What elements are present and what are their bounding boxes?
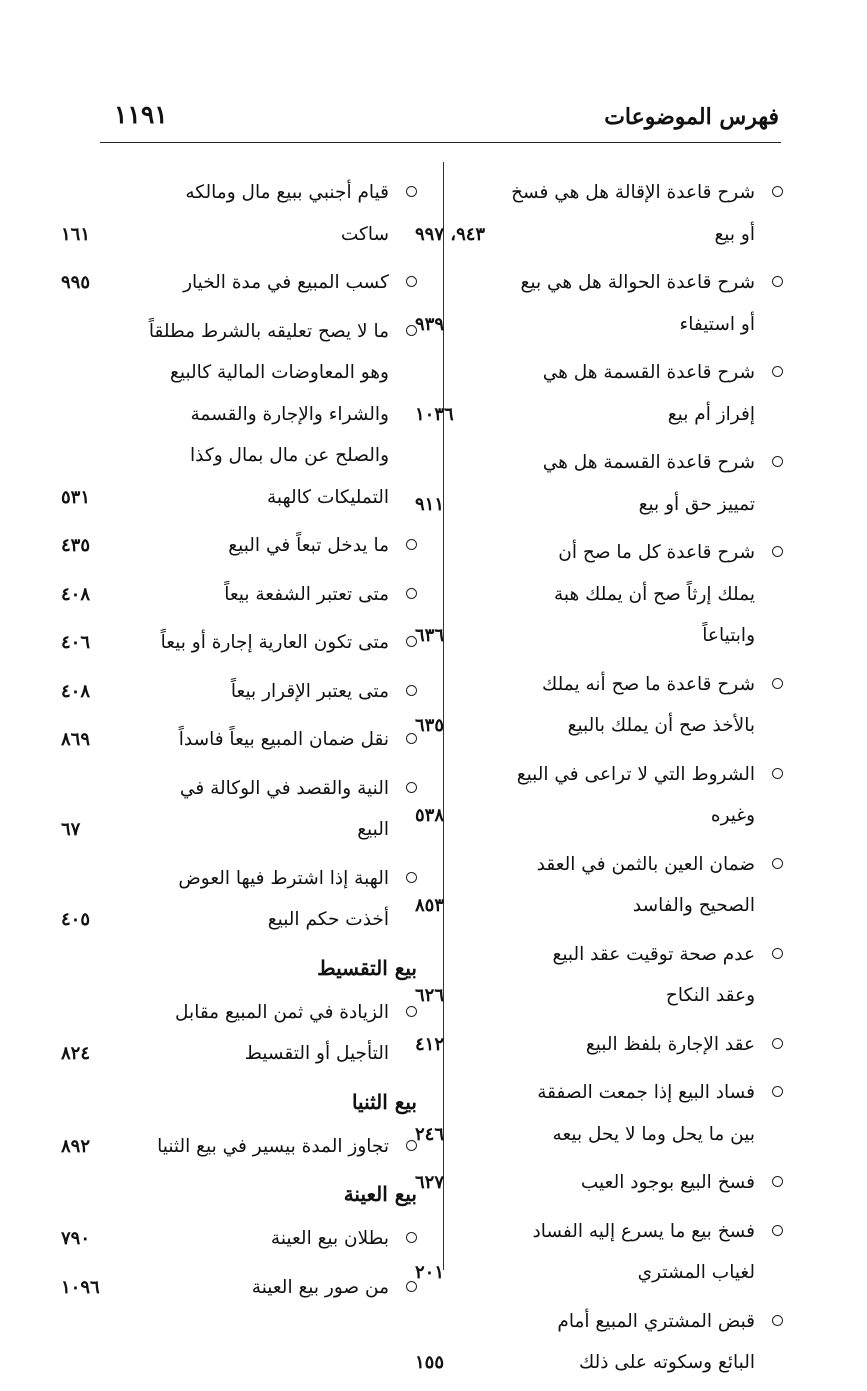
entry-line: لغياب المشتري xyxy=(637,1262,755,1283)
index-entry xyxy=(61,768,417,851)
header-divider xyxy=(100,142,781,143)
page-reference: ٨٢٤ xyxy=(61,1043,91,1064)
circle-bullet-icon xyxy=(406,782,417,793)
circle-bullet-icon xyxy=(406,325,417,336)
index-entry xyxy=(61,172,417,255)
index-entry xyxy=(61,671,417,713)
entry-text xyxy=(433,532,783,657)
entry-line: عدم صحة توقيت عقد البيع xyxy=(552,943,755,965)
index-entry xyxy=(61,1267,417,1309)
section-heading-thunya: بيع الثنيا xyxy=(351,1089,417,1114)
circle-bullet-icon xyxy=(406,685,417,696)
entry-text xyxy=(433,352,783,435)
page-reference: ٦٣٥ xyxy=(415,715,445,736)
circle-bullet-icon xyxy=(772,1315,783,1326)
circle-bullet-icon xyxy=(772,456,783,467)
circle-bullet-icon xyxy=(406,1006,417,1017)
entry-line: والشراء والإجارة والقسمة xyxy=(190,403,389,425)
page-reference: ١٠٣٦ xyxy=(415,403,454,425)
entry-text xyxy=(77,525,417,567)
page-reference: ١٥٥ xyxy=(415,1352,445,1373)
circle-bullet-icon xyxy=(406,276,417,287)
entry-line: إفراز أم بيع xyxy=(667,403,755,425)
entry-line: قيام أجنبي ببيع مال ومالكه xyxy=(185,182,389,203)
entry-line: بالأخذ صح أن يملك بالبيع xyxy=(567,715,755,736)
index-entry xyxy=(415,1301,783,1384)
index-entry xyxy=(415,754,783,837)
entry-line: والصلح عن مال بمال وكذا xyxy=(190,445,389,466)
entry-line: البائع وسكوته على ذلك xyxy=(579,1352,755,1373)
entry-line: وابتياعاً xyxy=(702,625,755,646)
entry-text xyxy=(433,1162,783,1204)
page-reference: ٤١٢ xyxy=(415,1033,445,1055)
page-reference: ٤٣٥ xyxy=(61,535,91,556)
index-entry xyxy=(415,1024,783,1066)
entry-text xyxy=(433,262,783,345)
index-entry xyxy=(415,262,783,345)
page-reference: ٦٢٦ xyxy=(415,985,445,1006)
page-reference: ٧٩٠ xyxy=(61,1228,91,1249)
page-reference: ٥٣٨ xyxy=(415,805,445,826)
index-entry xyxy=(61,262,417,304)
entry-text xyxy=(77,992,417,1075)
page-reference: ٤٠٨ xyxy=(61,583,91,605)
right-column xyxy=(415,172,783,1391)
left-column xyxy=(61,172,417,1315)
section-heading-taqsit: بيع التقسيط xyxy=(317,955,417,980)
entry-line: متى تكون العارية إجارة أو بيعاً xyxy=(160,632,389,653)
page-reference: ٦٢٧ xyxy=(415,1172,445,1193)
circle-bullet-icon xyxy=(406,186,417,197)
page-reference: ٨٦٩ xyxy=(61,729,91,750)
page-reference: ٤٠٥ xyxy=(61,909,91,930)
circle-bullet-icon xyxy=(772,1038,783,1049)
entry-line: بين ما يحل وما لا يحل بيعه xyxy=(552,1123,755,1145)
entry-text xyxy=(77,1267,417,1309)
index-entry xyxy=(415,172,783,255)
entry-line: أو بيع xyxy=(714,223,755,245)
entry-line: تجاوز المدة بيسير في بيع الثنيا xyxy=(157,1135,389,1157)
page-reference: ٨٩٢ xyxy=(61,1135,91,1157)
circle-bullet-icon xyxy=(772,276,783,287)
page-title: فهرس الموضوعات xyxy=(604,104,779,130)
circle-bullet-icon xyxy=(406,1281,417,1292)
index-entry xyxy=(61,311,417,519)
entry-line: شرح قاعدة كل ما صح أن xyxy=(558,542,755,563)
page-reference: ٦٧ xyxy=(61,819,81,840)
entry-line: متى يعتبر الإقرار بيعاً xyxy=(230,680,389,702)
page-reference: ٩٤٣، ٩٩٧ xyxy=(415,223,486,245)
circle-bullet-icon xyxy=(772,858,783,869)
page-reference: ٢٠١ xyxy=(415,1262,445,1283)
page-reference: ٨٥٣ xyxy=(415,895,445,916)
entry-line: الهبة إذا اشترط فيها العوض xyxy=(178,867,389,889)
entry-text xyxy=(433,1211,783,1294)
index-entry xyxy=(415,844,783,927)
index-entry xyxy=(415,934,783,1017)
entry-line: كسب المبيع في مدة الخيار xyxy=(183,272,389,293)
entry-text xyxy=(433,1024,783,1066)
thunya-entry-list xyxy=(61,1126,417,1168)
circle-bullet-icon xyxy=(406,539,417,550)
index-entry xyxy=(61,1218,417,1260)
entry-line: ضمان العين بالثمن في العقد xyxy=(536,853,755,875)
entry-line: أو استيفاء xyxy=(679,313,755,335)
page-reference: ٥٣١ xyxy=(61,486,91,508)
circle-bullet-icon xyxy=(772,768,783,779)
page-reference: ٩٣٩ xyxy=(415,313,445,335)
circle-bullet-icon xyxy=(772,546,783,557)
entry-line: نقل ضمان المبيع بيعاً فاسداً xyxy=(178,729,389,750)
entry-line: عقد الإجارة بلفظ البيع xyxy=(585,1033,755,1055)
circle-bullet-icon xyxy=(406,1140,417,1151)
entry-line: الزيادة في ثمن المبيع مقابل xyxy=(175,1001,389,1023)
entry-text xyxy=(433,844,783,927)
circle-bullet-icon xyxy=(772,948,783,959)
circle-bullet-icon xyxy=(772,1086,783,1097)
index-entry xyxy=(61,992,417,1075)
entry-line: شرح قاعدة القسمة هل هي xyxy=(542,452,755,473)
entry-text xyxy=(433,442,783,525)
entry-line: وهو المعاوضات المالية كالبيع xyxy=(170,362,389,383)
circle-bullet-icon xyxy=(772,1225,783,1236)
index-entry xyxy=(415,1072,783,1155)
page-reference: ٢٤٦ xyxy=(415,1123,445,1145)
circle-bullet-icon xyxy=(772,678,783,689)
entry-text xyxy=(433,664,783,747)
index-entry xyxy=(415,532,783,657)
entry-text xyxy=(77,172,417,255)
entry-line: شرح قاعدة القسمة هل هي xyxy=(542,362,755,383)
index-entry xyxy=(415,442,783,525)
index-entry xyxy=(61,622,417,664)
entry-text xyxy=(77,1126,417,1168)
entry-line: فساد البيع إذا جمعت الصفقة xyxy=(537,1082,755,1103)
entry-text xyxy=(77,768,417,851)
circle-bullet-icon xyxy=(406,733,417,744)
circle-bullet-icon xyxy=(772,366,783,377)
right-entry-list xyxy=(415,172,783,1384)
index-entry xyxy=(415,664,783,747)
entry-text xyxy=(77,574,417,616)
entry-line: من صور بيع العينة xyxy=(251,1276,389,1298)
index-entry xyxy=(415,1162,783,1204)
circle-bullet-icon xyxy=(772,1176,783,1187)
page-number: ١١٩١ xyxy=(114,100,168,129)
index-entry xyxy=(61,1126,417,1168)
entry-text xyxy=(77,311,417,519)
page-reference: ١٦١ xyxy=(61,223,91,245)
entry-line: وعقد النكاح xyxy=(665,985,755,1006)
entry-line: وغيره xyxy=(710,805,755,826)
left-entry-list xyxy=(61,172,417,941)
entry-text xyxy=(433,934,783,1017)
circle-bullet-icon xyxy=(406,636,417,647)
page-reference: ٩١١ xyxy=(415,493,445,515)
page-reference: ٩٩٥ xyxy=(61,272,91,293)
entry-line: الشروط التي لا تراعى في البيع xyxy=(516,763,755,785)
entry-line: ما لا يصح تعليقه بالشرط مطلقاً xyxy=(148,320,389,342)
entry-line: بطلان بيع العينة xyxy=(270,1228,389,1249)
entry-line: شرح قاعدة ما صح أنه يملك xyxy=(542,673,755,695)
entry-text xyxy=(77,1218,417,1260)
index-entry xyxy=(61,574,417,616)
section-heading-ina: بيع العينة xyxy=(343,1182,417,1206)
entry-line: قبض المشتري المبيع أمام xyxy=(557,1310,755,1332)
entry-line: أخذت حكم البيع xyxy=(267,909,389,930)
entry-text xyxy=(77,858,417,941)
index-entry xyxy=(61,719,417,761)
circle-bullet-icon xyxy=(406,588,417,599)
page-reference: ٤٠٨ xyxy=(61,680,91,702)
entry-line: النية والقصد في الوكالة في xyxy=(179,777,389,799)
page-header xyxy=(100,96,779,140)
page-reference: ١٠٩٦ xyxy=(61,1276,100,1298)
entry-line: متى تعتبر الشفعة بيعاً xyxy=(224,583,389,605)
entry-line: التمليكات كالهبة xyxy=(266,486,389,508)
page-reference: ٤٠٦ xyxy=(61,632,91,653)
entry-line: البيع xyxy=(357,819,389,840)
entry-line: فسخ البيع بوجود العيب xyxy=(580,1172,755,1193)
entry-text xyxy=(433,1301,783,1384)
ina-entry-list xyxy=(61,1218,417,1308)
entry-line: يملك إرثاً صح أن يملك هبة xyxy=(553,583,755,605)
entry-line: التأجيل أو التقسيط xyxy=(244,1043,389,1064)
circle-bullet-icon xyxy=(406,1232,417,1243)
index-entry xyxy=(415,352,783,435)
entry-line: فسخ بيع ما يسرع إليه الفساد xyxy=(532,1220,755,1242)
index-entry xyxy=(61,525,417,567)
circle-bullet-icon xyxy=(772,186,783,197)
taqsit-entry-list xyxy=(61,992,417,1075)
entry-text xyxy=(433,1072,783,1155)
entry-line: شرح قاعدة الإقالة هل هي فسخ xyxy=(511,182,755,203)
entry-line: تمييز حق أو بيع xyxy=(638,493,755,515)
entry-text xyxy=(77,719,417,761)
entry-text xyxy=(433,754,783,837)
entry-text xyxy=(77,262,417,304)
page-reference: ٦٣٦ xyxy=(415,625,445,646)
entry-line: الصحيح والفاسد xyxy=(632,895,755,916)
entry-text xyxy=(77,622,417,664)
entry-line: ساكت xyxy=(340,223,389,245)
entry-line: ما يدخل تبعاً في البيع xyxy=(228,535,389,556)
index-entry xyxy=(415,1211,783,1294)
entry-text xyxy=(433,172,783,255)
entry-text xyxy=(77,671,417,713)
circle-bullet-icon xyxy=(406,872,417,883)
index-entry xyxy=(61,858,417,941)
entry-line: شرح قاعدة الحوالة هل هي بيع xyxy=(520,272,755,293)
